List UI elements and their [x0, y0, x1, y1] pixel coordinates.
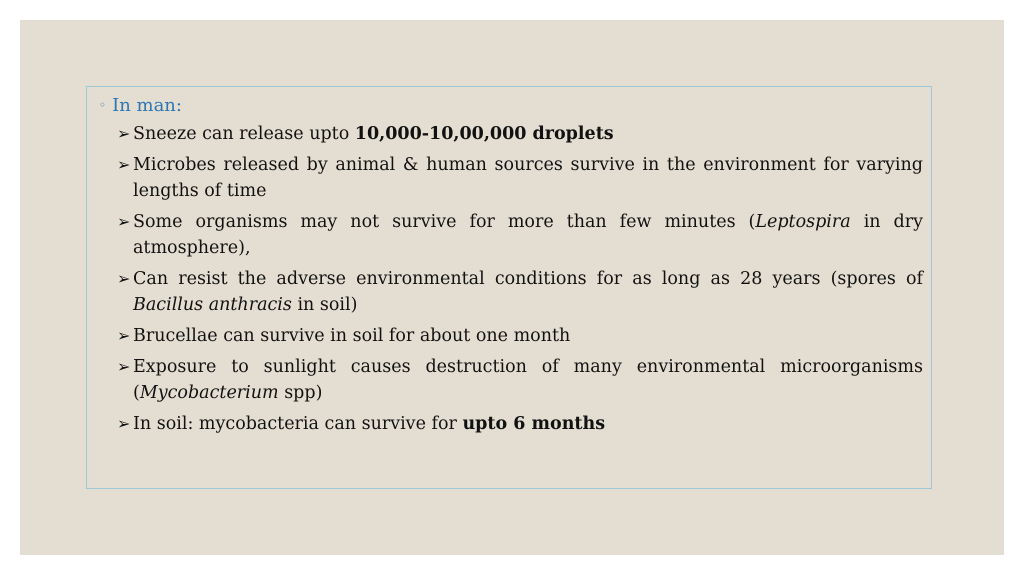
- item-text: spp): [278, 383, 323, 403]
- list-item: [117, 209, 923, 261]
- slide: [20, 20, 1004, 555]
- item-italic-text: Mycobacterium: [139, 383, 279, 403]
- heading-text: In man:: [112, 95, 182, 116]
- circle-bullet-icon: ◦: [99, 98, 107, 112]
- bullet-list: [117, 121, 923, 442]
- arrow-bullet-icon: ➢: [117, 155, 131, 174]
- item-text: in soil): [291, 295, 358, 315]
- arrow-bullet-icon: ➢: [117, 269, 131, 288]
- item-italic-text: Leptospira: [755, 212, 851, 232]
- item-text: In soil: mycobacteria can survive for: [133, 414, 463, 434]
- item-bold-text: upto 6 months: [462, 414, 606, 434]
- arrow-bullet-icon: ➢: [117, 124, 131, 143]
- item-text: Microbes released by animal & human sources survive in the environment for varying lengths of time: [133, 155, 923, 201]
- item-text: Brucellae can survive in soil for about one month: [133, 326, 571, 346]
- item-text: in dry atmosphere),: [133, 212, 923, 258]
- item-text: Exposure to sunlight causes destruction of many environmental microorganisms (: [133, 357, 923, 403]
- heading-bullet: [99, 95, 182, 116]
- arrow-bullet-icon: ➢: [117, 357, 131, 376]
- list-item: [117, 266, 923, 318]
- item-bold-text: 10,000-10,00,000 droplets: [354, 124, 614, 144]
- list-item: [117, 152, 923, 204]
- list-item: [117, 354, 923, 406]
- content-box: [86, 86, 932, 489]
- item-text: Sneeze can release upto: [133, 124, 355, 144]
- arrow-bullet-icon: ➢: [117, 326, 131, 345]
- arrow-bullet-icon: ➢: [117, 414, 131, 433]
- item-italic-text: Bacillus anthracis: [133, 295, 292, 315]
- list-item: [117, 411, 923, 437]
- arrow-bullet-icon: ➢: [117, 212, 131, 231]
- item-text: Can resist the adverse environmental conditions for as long as 28 years (spores of: [133, 269, 923, 289]
- list-item: [117, 121, 923, 147]
- item-text: Some organisms may not survive for more than few minutes (: [133, 212, 756, 232]
- list-item: [117, 323, 923, 349]
